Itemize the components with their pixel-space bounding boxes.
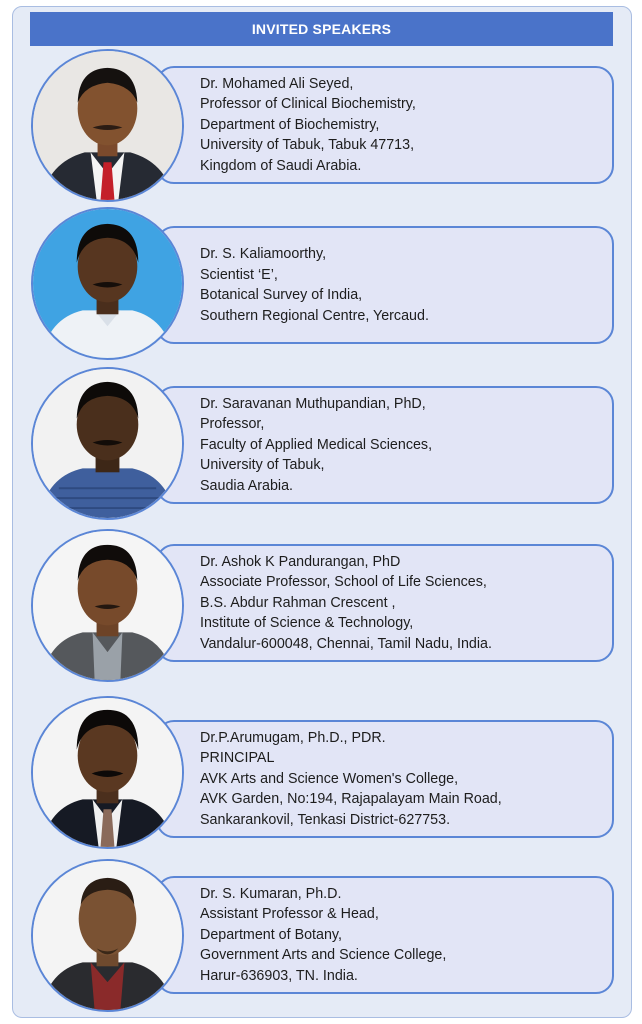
speaker-name: Dr. S. Kaliamoorthy, xyxy=(200,246,327,262)
speaker-name: Dr. S. Kumaran, Ph.D. xyxy=(200,885,342,902)
speaker-detail: Department of Biochemistry, xyxy=(200,116,380,133)
speaker-photo xyxy=(31,529,184,682)
speaker-detail: Southern Regional Centre, Yercaud. xyxy=(200,307,429,324)
speaker-card xyxy=(156,66,614,184)
speaker-card xyxy=(156,226,614,344)
speaker-entry xyxy=(0,204,642,364)
speaker-photo xyxy=(31,859,184,1012)
speaker-photo xyxy=(31,367,184,520)
speaker-detail: Saudia Arabia. xyxy=(200,477,293,494)
speaker-detail: Kingdom of Saudi Arabia. xyxy=(200,157,362,174)
speaker-detail: Government Arts and Science College, xyxy=(200,947,447,964)
speaker-detail: AVK Garden, No:194, Rajapalayam Main Road, xyxy=(200,791,502,808)
speaker-detail: Botanical Survey of India, xyxy=(200,287,363,303)
speaker-photo xyxy=(31,696,184,849)
page-title: INVITED SPEAKERS xyxy=(30,12,613,46)
speaker-name: Dr. Ashok K Pandurangan, PhD xyxy=(200,553,401,570)
speaker-detail: Professor of Clinical Biochemistry, xyxy=(200,96,416,113)
speaker-photo xyxy=(31,207,184,360)
speaker-detail: University of Tabuk, Tabuk 47713, xyxy=(200,137,415,154)
speaker-entry xyxy=(0,524,642,684)
speaker-entry xyxy=(0,364,642,524)
speaker-entry xyxy=(0,692,642,852)
speaker-detail: Vandalur-600048, Chennai, Tamil Nadu, India. xyxy=(200,635,492,652)
speaker-name: Dr.P.Arumugam, Ph.D., PDR. xyxy=(200,729,386,746)
speaker-photo xyxy=(31,49,184,202)
speaker-entry xyxy=(0,44,642,204)
speaker-detail: Faculty of Applied Medical Sciences, xyxy=(200,436,433,453)
speaker-detail: PRINCIPAL xyxy=(200,750,275,767)
speaker-detail: Associate Professor, School of Life Sciences, xyxy=(200,574,487,591)
speaker-detail: Sankarankovil, Tenkasi District-627753. xyxy=(200,811,451,828)
speaker-card xyxy=(156,720,614,838)
speaker-card xyxy=(156,544,614,662)
speaker-detail: Assistant Professor & Head, xyxy=(200,906,379,923)
speaker-detail: Scientist ‘E’, xyxy=(200,266,278,283)
speaker-card xyxy=(156,386,614,504)
speaker-card xyxy=(156,876,614,994)
speaker-detail: Department of Botany, xyxy=(200,926,342,943)
speaker-detail: AVK Arts and Science Women's College, xyxy=(200,770,459,787)
speaker-detail: University of Tabuk, xyxy=(200,457,325,474)
speaker-name: Dr. Mohamed Ali Seyed, xyxy=(200,75,354,92)
speaker-detail: Harur-636903, TN. India. xyxy=(200,967,358,984)
speaker-detail: Institute of Science & Technology, xyxy=(200,615,414,632)
speaker-name: Dr. Saravanan Muthupandian, PhD, xyxy=(200,395,426,412)
speaker-detail: Professor, xyxy=(200,416,265,433)
speaker-detail: B.S. Abdur Rahman Crescent , xyxy=(200,594,396,611)
speaker-entry xyxy=(0,856,642,1016)
